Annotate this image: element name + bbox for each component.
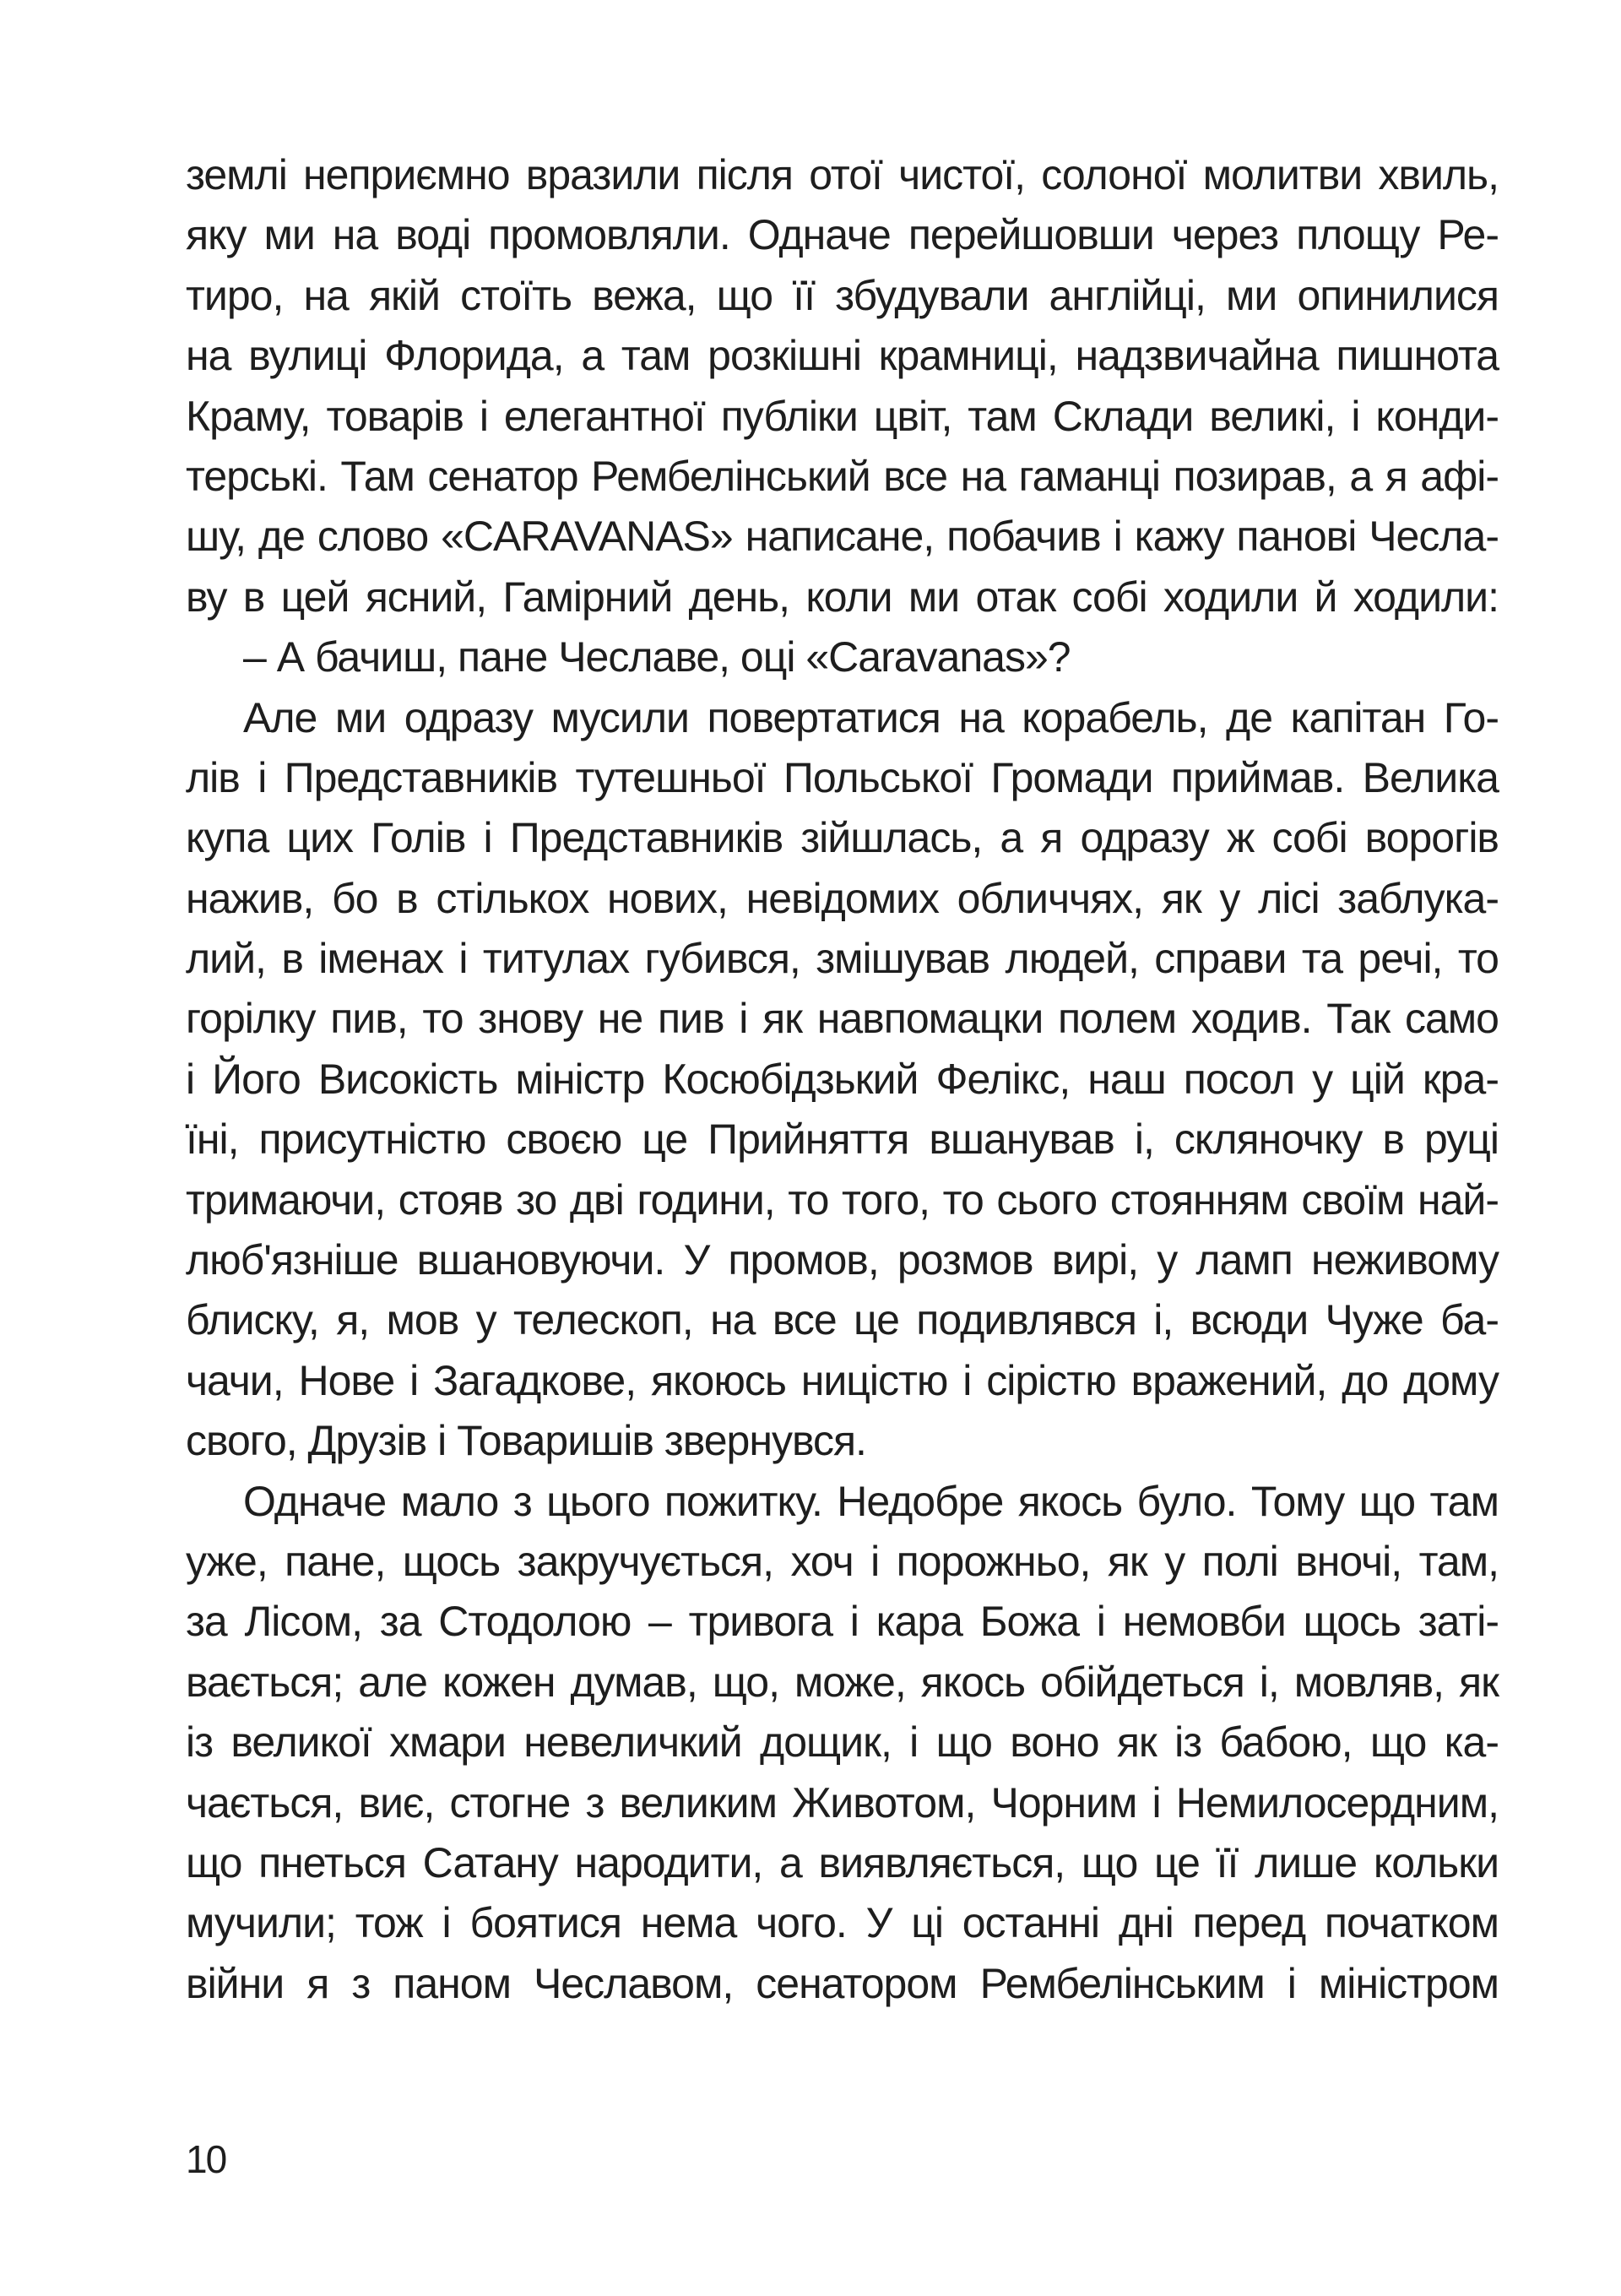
text-line: блиску, я, мов у телескоп, на все це подивлявся і, всюди Чуже ба- — [186, 1296, 1499, 1344]
paragraph — [186, 688, 1499, 1472]
text-line: уже, пане, щось закручується, хоч і порожньо, як у полі вночі, там, — [186, 1537, 1499, 1585]
dialogue-paragraph — [186, 627, 1499, 687]
text-line: – А бачиш, пане Чеславе, оці «Caravanas»? — [243, 633, 1071, 681]
text-line: свого, Друзів і Товаришів звернувся. — [186, 1417, 866, 1465]
text-line: за Лісом, за Стодолою – тривога і кара Божа і немовби щось заті- — [186, 1598, 1499, 1646]
text-line: лів і Представників тутешньої Польської Громади приймав. Велика — [186, 753, 1499, 801]
text-line: і Його Високість міністр Косюбідзький Фелікс, наш посол у цій кра- — [186, 1055, 1499, 1103]
text-line: терські. Там сенатор Рембелінський все на гаманці позирав, а я афі- — [186, 452, 1499, 500]
paragraph — [186, 1472, 1499, 2015]
text-line: Але ми одразу мусили повертатися на корабель, де капітан Го- — [243, 693, 1499, 741]
text-line: мучили; тож і боятися нема чого. У ці останні дні перед початком — [186, 1899, 1499, 1947]
text-line: Одначе мало з цього пожитку. Недобре якось було. Тому що там — [243, 1477, 1499, 1525]
text-line: лий, в іменах і титулах губився, змішував людей, справи та речі, то — [186, 935, 1499, 983]
text-line: чачи, Нове і Загадкове, якоюсь ницістю і сірістю вражений, до дому — [186, 1356, 1499, 1404]
text-line: війни я з паном Чеславом, сенатором Рембелінським і міністром — [186, 1959, 1499, 2007]
text-line: тримаючи, стояв зо дві години, то того, то сього стоянням своїм най- — [186, 1175, 1499, 1224]
text-line: тиро, на якій стоїть вежа, що її збудували англійці, ми опинилися — [186, 271, 1499, 319]
text-line: чається, виє, стогне з великим Животом, Чорним і Немилосердним, — [186, 1778, 1499, 1826]
text-line: що пнеться Сатану народити, а виявляється, що це її лише кольки — [186, 1838, 1499, 1886]
text-line: Краму, товарів і елегантної публіки цвіт, там Склади великі, і конди- — [186, 392, 1499, 440]
text-line: купа цих Голів і Представників зійшлась, а я одразу ж собі ворогів — [186, 814, 1499, 862]
text-line: горілку пив, то знову не пив і як навпомацки полем ходив. Так само — [186, 995, 1499, 1043]
page-number: 10 — [186, 2137, 226, 2181]
text-line: землі неприємно вразили після отої чистої, солоної молитви хвиль, — [186, 151, 1499, 198]
text-line: люб'язніше вшановуючи. У промов, розмов вирі, у ламп неживому — [186, 1236, 1499, 1284]
text-line: яку ми на воді промовляли. Одначе перейшовши через площу Ре- — [186, 211, 1499, 259]
text-line: вається; але кожен думав, що, може, якось обійдеться і, мовляв, як — [186, 1658, 1499, 1706]
text-line: шу, де слово «CARAVANAS» написане, побачив і кажу панові Чесла- — [186, 513, 1499, 561]
paragraph — [186, 145, 1499, 627]
text-line: на вулиці Флорида, а там розкішні крамниці, надзвичайна пишнота — [186, 332, 1499, 380]
page-body — [186, 145, 1499, 2014]
text-line: нажив, бо в стількох нових, невідомих обличчях, як у лісі заблука- — [186, 874, 1499, 922]
text-line: їні, присутністю своєю це Прийняття вшанував і, скляночку в руці — [186, 1115, 1499, 1164]
text-line: із великої хмари невеличкий дощик, і що воно як із бабою, що ка- — [186, 1718, 1499, 1767]
text-line: ву в цей ясний, Гамірний день, коли ми отак собі ходили й ходили: — [186, 573, 1499, 621]
